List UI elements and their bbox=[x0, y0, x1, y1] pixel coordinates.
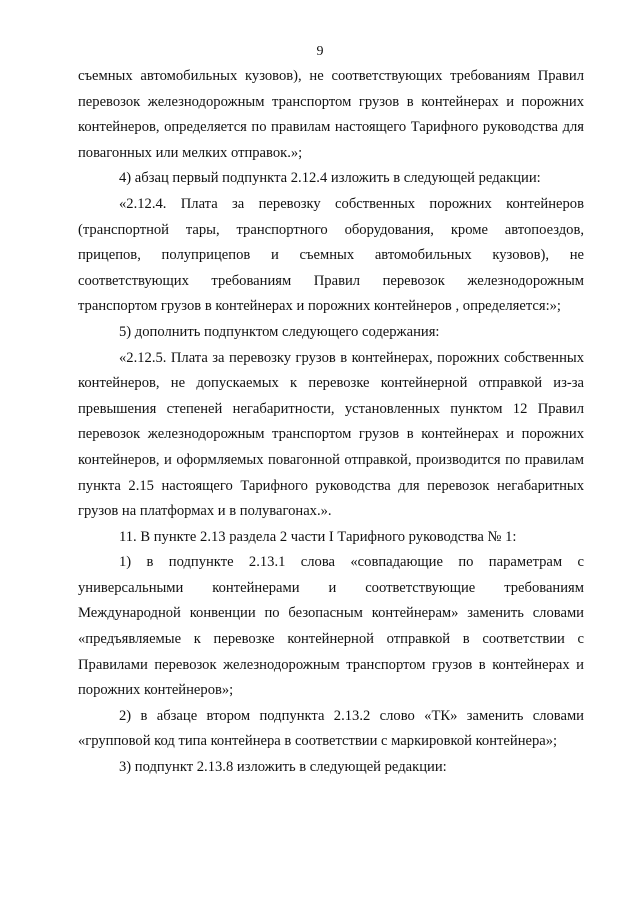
paragraph-quote-2-12-5: «2.12.5. Плата за перевозку грузов в контейнерах, порожних собственных контейнеров, не допускаемых к перевозке контейнерной отправкой из-за превышения степеней негабаритности, установленных пунктом 12 Правил перевозок железнодорожным транспортом грузов в контейнерах и порожних контейнеров, и оформляемых повагонной отправкой, производится по правилам пункта 2.15 настоящего Тарифного руководства для перевозок негабаритных грузов на платформах и в полувагонах.». bbox=[78, 349, 584, 520]
paragraph-sub-3: 3) подпункт 2.13.8 изложить в следующей редакции: bbox=[119, 759, 447, 776]
paragraph-quote-2-12-4: «2.12.4. Плата за перевозку собственных порожних контейнеров (транспортной тары, транспортного оборудования, кроме автопоездов, прицепов, полуприцепов и съемных автомобильных кузовов), не соответствующих требованиям Правил перевозок железнодорожным транспортом грузов в контейнерах и порожних контейнеров , определяется:»; bbox=[78, 195, 584, 315]
paragraph-sub-2: 2) в абзаце втором подпункта 2.13.2 слово «ТК» заменить словами «групповой код типа контейнера в соответствии с маркировкой контейнера»; bbox=[78, 707, 584, 750]
paragraph-continuation: съемных автомобильных кузовов), не соответствующих требованиям Правил перевозок железнодорожным транспортом грузов в контейнерах и порожних контейнеров, определяется по правилам настоящего Тарифного руководства для повагонных или мелких отправок.»; bbox=[78, 68, 584, 161]
page-number: 9 bbox=[316, 44, 324, 59]
paragraph-sub-1: 1) в подпункте 2.13.1 слова «совпадающие по параметрам с универсальными контейнерами и соответствующие требованиям Международной конвенции по безопасным контейнерам» заменить словами «предъявляемые к перевозке контейнерной отправкой в соответствии с Правилами перевозок железнодорожным транспортом грузов в контейнерах и порожних контейнеров»; bbox=[78, 554, 584, 699]
paragraph-item-5: 5) дополнить подпунктом следующего содержания: bbox=[119, 323, 440, 340]
paragraph-item-4: 4) абзац первый подпункта 2.12.4 изложить в следующей редакции: bbox=[119, 170, 541, 187]
document-body bbox=[78, 64, 584, 781]
paragraph-section-11: 11. В пункте 2.13 раздела 2 части I Тарифного руководства № 1: bbox=[119, 528, 517, 545]
